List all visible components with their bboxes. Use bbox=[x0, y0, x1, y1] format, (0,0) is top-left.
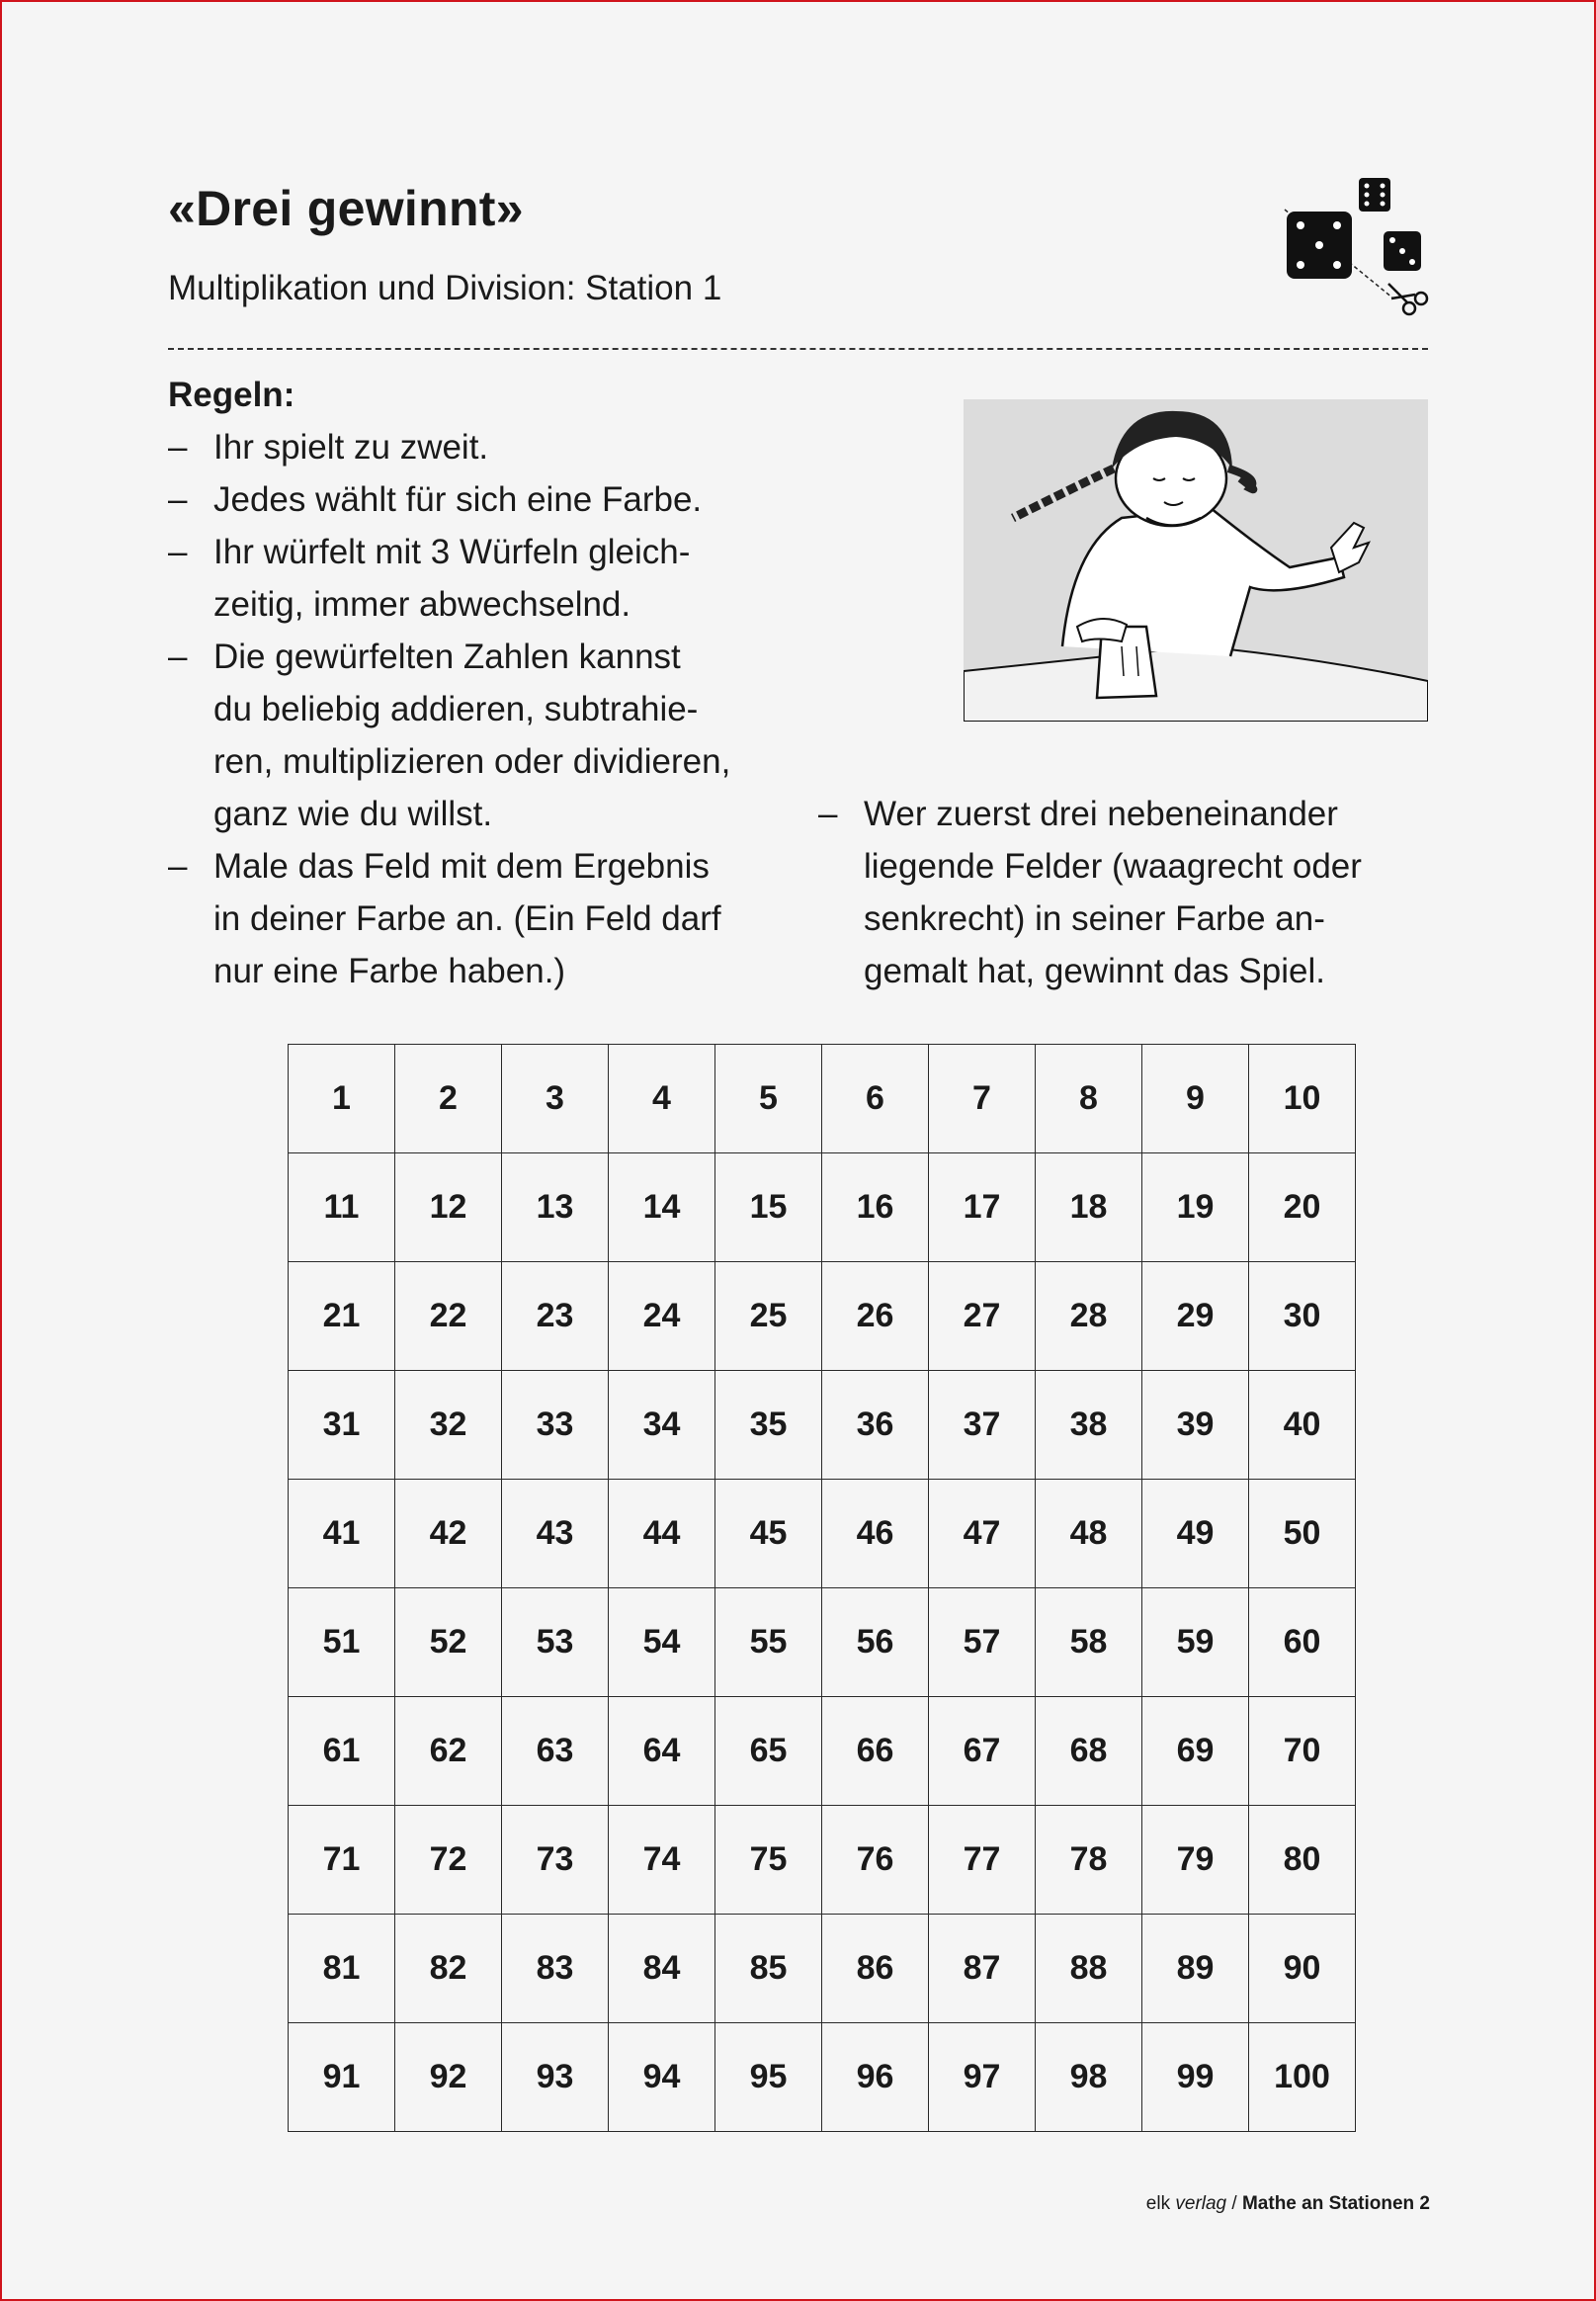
grid-cell[interactable]: 86 bbox=[822, 1915, 929, 2023]
grid-cell[interactable]: 3 bbox=[502, 1045, 609, 1153]
publisher-suffix: verlag bbox=[1175, 2193, 1227, 2214]
footer-separator: / bbox=[1231, 2193, 1237, 2214]
rule-line: Male das Feld mit dem Ergebnis bbox=[213, 847, 710, 886]
grid-cell[interactable]: 33 bbox=[502, 1371, 609, 1480]
rule-item bbox=[168, 473, 702, 526]
grid-cell[interactable]: 97 bbox=[929, 2023, 1036, 2132]
grid-cell[interactable]: 72 bbox=[395, 1806, 502, 1915]
rule-item bbox=[168, 421, 488, 473]
grid-cell[interactable]: 69 bbox=[1142, 1697, 1249, 1806]
grid-cell[interactable]: 6 bbox=[822, 1045, 929, 1153]
grid-cell[interactable]: 29 bbox=[1142, 1262, 1249, 1371]
page-title: «Drei gewinnt» bbox=[168, 181, 524, 236]
rule-item bbox=[818, 788, 1362, 997]
grid-cell[interactable]: 61 bbox=[289, 1697, 395, 1806]
grid-row bbox=[289, 1806, 1356, 1915]
publisher: elk bbox=[1145, 2193, 1171, 2214]
rule-dash: – bbox=[168, 480, 188, 519]
grid-cell[interactable]: 1 bbox=[289, 1045, 395, 1153]
grid-cell[interactable]: 21 bbox=[289, 1262, 395, 1371]
grid-cell[interactable]: 23 bbox=[502, 1262, 609, 1371]
grid-cell[interactable]: 94 bbox=[609, 2023, 715, 2132]
grid-cell[interactable]: 39 bbox=[1142, 1371, 1249, 1480]
grid-cell[interactable]: 81 bbox=[289, 1915, 395, 2023]
grid-cell[interactable]: 55 bbox=[715, 1588, 822, 1697]
grid-cell[interactable]: 30 bbox=[1249, 1262, 1356, 1371]
grid-cell[interactable]: 87 bbox=[929, 1915, 1036, 2023]
grid-cell[interactable]: 46 bbox=[822, 1480, 929, 1588]
grid-cell[interactable]: 28 bbox=[1036, 1262, 1142, 1371]
grid-cell[interactable]: 71 bbox=[289, 1806, 395, 1915]
rule-line: ganz wie du willst. bbox=[213, 795, 493, 833]
grid-cell[interactable]: 24 bbox=[609, 1262, 715, 1371]
series-title: Mathe an Stationen 2 bbox=[1241, 2193, 1430, 2214]
grid-cell[interactable]: 93 bbox=[502, 2023, 609, 2132]
grid-cell[interactable]: 27 bbox=[929, 1262, 1036, 1371]
grid-cell[interactable]: 76 bbox=[822, 1806, 929, 1915]
grid-cell[interactable]: 79 bbox=[1142, 1806, 1249, 1915]
rule-dash: – bbox=[168, 847, 188, 886]
grid-cell[interactable]: 31 bbox=[289, 1371, 395, 1480]
grid-cell[interactable]: 99 bbox=[1142, 2023, 1249, 2132]
grid-cell[interactable]: 37 bbox=[929, 1371, 1036, 1480]
grid-cell[interactable]: 8 bbox=[1036, 1045, 1142, 1153]
grid-cell[interactable]: 7 bbox=[929, 1045, 1036, 1153]
grid-cell[interactable]: 50 bbox=[1249, 1480, 1356, 1588]
grid-cell[interactable]: 52 bbox=[395, 1588, 502, 1697]
rule-line: senkrecht) in seiner Farbe an- bbox=[864, 899, 1325, 938]
rule-line: nur eine Farbe haben.) bbox=[213, 952, 566, 990]
rule-dash: – bbox=[168, 638, 188, 676]
grid-cell[interactable]: 22 bbox=[395, 1262, 502, 1371]
grid-cell[interactable]: 54 bbox=[609, 1588, 715, 1697]
grid-cell[interactable]: 17 bbox=[929, 1153, 1036, 1262]
grid-cell[interactable]: 75 bbox=[715, 1806, 822, 1915]
rule-line: liegende Felder (waagrecht oder bbox=[864, 847, 1362, 886]
rule-item bbox=[168, 840, 721, 997]
grid-cell[interactable]: 43 bbox=[502, 1480, 609, 1588]
scissors-icon bbox=[1388, 284, 1427, 314]
grid-cell[interactable]: 10 bbox=[1249, 1045, 1356, 1153]
grid-cell[interactable]: 78 bbox=[1036, 1806, 1142, 1915]
grid-cell[interactable]: 41 bbox=[289, 1480, 395, 1588]
grid-cell[interactable]: 35 bbox=[715, 1371, 822, 1480]
grid-cell[interactable]: 11 bbox=[289, 1153, 395, 1262]
grid-row bbox=[289, 1262, 1356, 1371]
rule-line: du beliebig addieren, subtrahie- bbox=[213, 690, 699, 728]
rule-line: Jedes wählt für sich eine Farbe. bbox=[213, 480, 703, 519]
grid-cell[interactable]: 58 bbox=[1036, 1588, 1142, 1697]
grid-cell[interactable]: 66 bbox=[822, 1697, 929, 1806]
rule-dash: – bbox=[168, 428, 188, 467]
grid-cell[interactable]: 51 bbox=[289, 1588, 395, 1697]
grid-cell[interactable]: 32 bbox=[395, 1371, 502, 1480]
grid-cell[interactable]: 18 bbox=[1036, 1153, 1142, 1262]
rule-line: in deiner Farbe an. (Ein Feld darf bbox=[213, 899, 721, 938]
grid-cell[interactable]: 19 bbox=[1142, 1153, 1249, 1262]
grid-row bbox=[289, 1371, 1356, 1480]
grid-cell[interactable]: 63 bbox=[502, 1697, 609, 1806]
grid-cell[interactable]: 84 bbox=[609, 1915, 715, 2023]
grid-cell[interactable]: 16 bbox=[822, 1153, 929, 1262]
grid-cell[interactable]: 68 bbox=[1036, 1697, 1142, 1806]
grid-cell[interactable]: 49 bbox=[1142, 1480, 1249, 1588]
grid-row bbox=[289, 1697, 1356, 1806]
rule-line: ren, multiplizieren oder dividieren, bbox=[213, 742, 731, 781]
rule-dash: – bbox=[168, 533, 188, 571]
grid-row bbox=[289, 1915, 1356, 2023]
grid-cell[interactable]: 48 bbox=[1036, 1480, 1142, 1588]
grid-cell[interactable]: 59 bbox=[1142, 1588, 1249, 1697]
rule-item bbox=[168, 631, 730, 840]
grid-cell[interactable]: 12 bbox=[395, 1153, 502, 1262]
grid-cell[interactable]: 53 bbox=[502, 1588, 609, 1697]
grid-cell[interactable]: 34 bbox=[609, 1371, 715, 1480]
footer-credit bbox=[1146, 2193, 1430, 2215]
grid-cell[interactable]: 85 bbox=[715, 1915, 822, 2023]
grid-cell[interactable]: 74 bbox=[609, 1806, 715, 1915]
girl-illustration bbox=[964, 399, 1428, 722]
grid-cell[interactable]: 77 bbox=[929, 1806, 1036, 1915]
grid-row bbox=[289, 2023, 1356, 2132]
rule-line: zeitig, immer abwechselnd. bbox=[213, 585, 631, 624]
grid-cell[interactable]: 83 bbox=[502, 1915, 609, 2023]
grid-cell[interactable]: 13 bbox=[502, 1153, 609, 1262]
grid-cell[interactable]: 73 bbox=[502, 1806, 609, 1915]
grid-cell[interactable]: 44 bbox=[609, 1480, 715, 1588]
dice-icon bbox=[1275, 170, 1433, 328]
rules-heading: Regeln: bbox=[168, 376, 295, 414]
grid-cell[interactable]: 20 bbox=[1249, 1153, 1356, 1262]
grid-cell[interactable]: 65 bbox=[715, 1697, 822, 1806]
grid-cell[interactable]: 56 bbox=[822, 1588, 929, 1697]
grid-row bbox=[289, 1153, 1356, 1262]
number-grid bbox=[288, 1044, 1356, 2132]
grid-row bbox=[289, 1045, 1356, 1153]
grid-cell[interactable]: 36 bbox=[822, 1371, 929, 1480]
grid-cell[interactable]: 57 bbox=[929, 1588, 1036, 1697]
grid-cell[interactable]: 60 bbox=[1249, 1588, 1356, 1697]
grid-cell[interactable]: 64 bbox=[609, 1697, 715, 1806]
grid-cell[interactable]: 2 bbox=[395, 1045, 502, 1153]
grid-cell[interactable]: 40 bbox=[1249, 1371, 1356, 1480]
grid-cell[interactable]: 14 bbox=[609, 1153, 715, 1262]
cut-line bbox=[168, 348, 1428, 350]
grid-cell[interactable]: 89 bbox=[1142, 1915, 1249, 2023]
grid-cell[interactable]: 26 bbox=[822, 1262, 929, 1371]
rule-line: Ihr spielt zu zweit. bbox=[213, 428, 489, 467]
grid-cell[interactable]: 67 bbox=[929, 1697, 1036, 1806]
grid-cell[interactable]: 15 bbox=[715, 1153, 822, 1262]
grid-cell[interactable]: 5 bbox=[715, 1045, 822, 1153]
grid-cell[interactable]: 62 bbox=[395, 1697, 502, 1806]
grid-row bbox=[289, 1480, 1356, 1588]
grid-cell[interactable]: 38 bbox=[1036, 1371, 1142, 1480]
grid-cell[interactable]: 4 bbox=[609, 1045, 715, 1153]
grid-cell[interactable]: 98 bbox=[1036, 2023, 1142, 2132]
grid-cell[interactable]: 80 bbox=[1249, 1806, 1356, 1915]
grid-cell[interactable]: 42 bbox=[395, 1480, 502, 1588]
grid-cell[interactable]: 47 bbox=[929, 1480, 1036, 1588]
grid-cell[interactable]: 96 bbox=[822, 2023, 929, 2132]
grid-cell[interactable]: 70 bbox=[1249, 1697, 1356, 1806]
grid-cell[interactable]: 92 bbox=[395, 2023, 502, 2132]
grid-cell[interactable]: 25 bbox=[715, 1262, 822, 1371]
page-subtitle: Multiplikation und Division: Station 1 bbox=[168, 269, 722, 307]
grid-cell[interactable]: 88 bbox=[1036, 1915, 1142, 2023]
grid-cell[interactable]: 95 bbox=[715, 2023, 822, 2132]
grid-cell[interactable]: 82 bbox=[395, 1915, 502, 2023]
grid-cell[interactable]: 90 bbox=[1249, 1915, 1356, 2023]
rule-line: gemalt hat, gewinnt das Spiel. bbox=[864, 952, 1325, 990]
rule-item bbox=[168, 526, 690, 631]
grid-cell[interactable]: 9 bbox=[1142, 1045, 1249, 1153]
rule-line: Die gewürfelten Zahlen kannst bbox=[213, 638, 681, 676]
rule-line: Ihr würfelt mit 3 Würfeln gleich- bbox=[213, 533, 691, 571]
grid-cell[interactable]: 45 bbox=[715, 1480, 822, 1588]
rule-dash: – bbox=[818, 795, 838, 833]
grid-row bbox=[289, 1588, 1356, 1697]
grid-cell[interactable]: 100 bbox=[1249, 2023, 1356, 2132]
rule-line: Wer zuerst drei nebeneinander bbox=[864, 795, 1338, 833]
grid-cell[interactable]: 91 bbox=[289, 2023, 395, 2132]
